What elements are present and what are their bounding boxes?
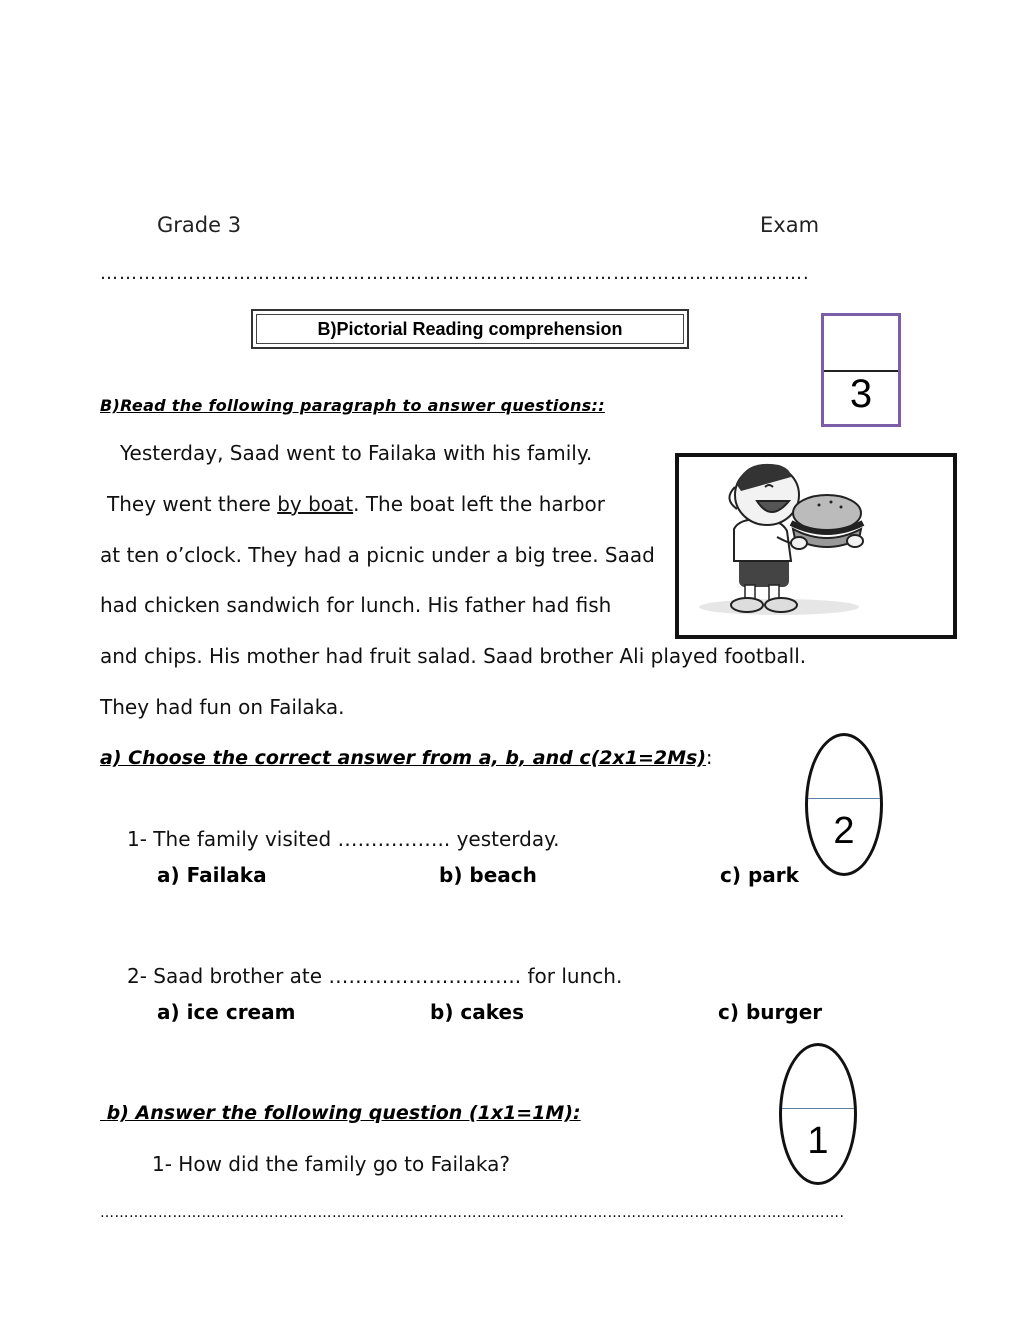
question-2: 2- Saad brother ate ……………………….. for lunch. — [127, 964, 623, 988]
q1-option-b[interactable]: b) beach — [439, 863, 537, 887]
header-dotted-line: …………………………………………………………………………………………………. — [100, 263, 810, 284]
section-title: B)Pictorial Reading comprehension — [256, 314, 684, 344]
section-score-box — [821, 313, 901, 427]
part-b-score: 1 — [807, 1120, 829, 1162]
q2-option-a[interactable]: a) ice cream — [157, 1000, 296, 1024]
q1-option-a[interactable]: a) Failaka — [157, 863, 267, 887]
paragraph-line-3: at ten o’clock. They had a picnic under a big tree. Saad — [100, 543, 655, 567]
answer-line[interactable]: ………………………………………………………………………………………………………………………………………. — [100, 1205, 845, 1221]
boy-with-burger-illustration — [679, 457, 953, 635]
q1-option-c[interactable]: c) park — [720, 863, 799, 887]
q2-option-c[interactable]: c) burger — [718, 1000, 823, 1024]
paragraph-line-2-end: . The boat left the harbor — [353, 492, 606, 516]
section-title-box — [251, 309, 689, 349]
exam-label: Exam — [760, 213, 820, 237]
paragraph-line-5: and chips. His mother had fruit salad. Saad brother Ali played football. — [100, 644, 807, 668]
part-b-heading-text: b) Answer the following question (1x1=1M): — [106, 1102, 581, 1124]
part-a-heading-colon: : — [706, 747, 713, 769]
part-b-score-oval — [779, 1043, 857, 1185]
part-b-question: 1- How did the family go to Failaka? — [152, 1152, 510, 1176]
underlined-phrase: by boat — [277, 492, 354, 516]
part-a-heading — [100, 747, 712, 769]
paragraph-line-6: They had fun on Failaka. — [100, 695, 345, 719]
paragraph-line-4: had chicken sandwich for lunch. His father had fish — [100, 593, 612, 617]
oval-divider — [808, 798, 880, 799]
part-b-heading — [100, 1102, 581, 1124]
grade-label: Grade 3 — [157, 213, 242, 237]
q2-option-b[interactable]: b) cakes — [430, 1000, 525, 1024]
question-1: 1- The family visited …………….. yesterday. — [127, 827, 560, 851]
paragraph-line-2 — [107, 492, 605, 516]
part-a-heading-text: a) Choose the correct answer from a, b, and c(2x1=2Ms) — [100, 747, 707, 769]
oval-divider — [782, 1108, 854, 1109]
section-score: 3 — [849, 372, 873, 416]
paragraph-line-1: Yesterday, Saad went to Failaka with his family. — [120, 441, 593, 465]
paragraph-line-2-start: They went there — [107, 492, 278, 516]
reading-instruction: B)Read the following paragraph to answer questions:: — [100, 396, 605, 415]
part-a-score: 2 — [833, 810, 855, 852]
illustration-frame — [675, 453, 957, 639]
part-a-score-oval — [805, 733, 883, 876]
